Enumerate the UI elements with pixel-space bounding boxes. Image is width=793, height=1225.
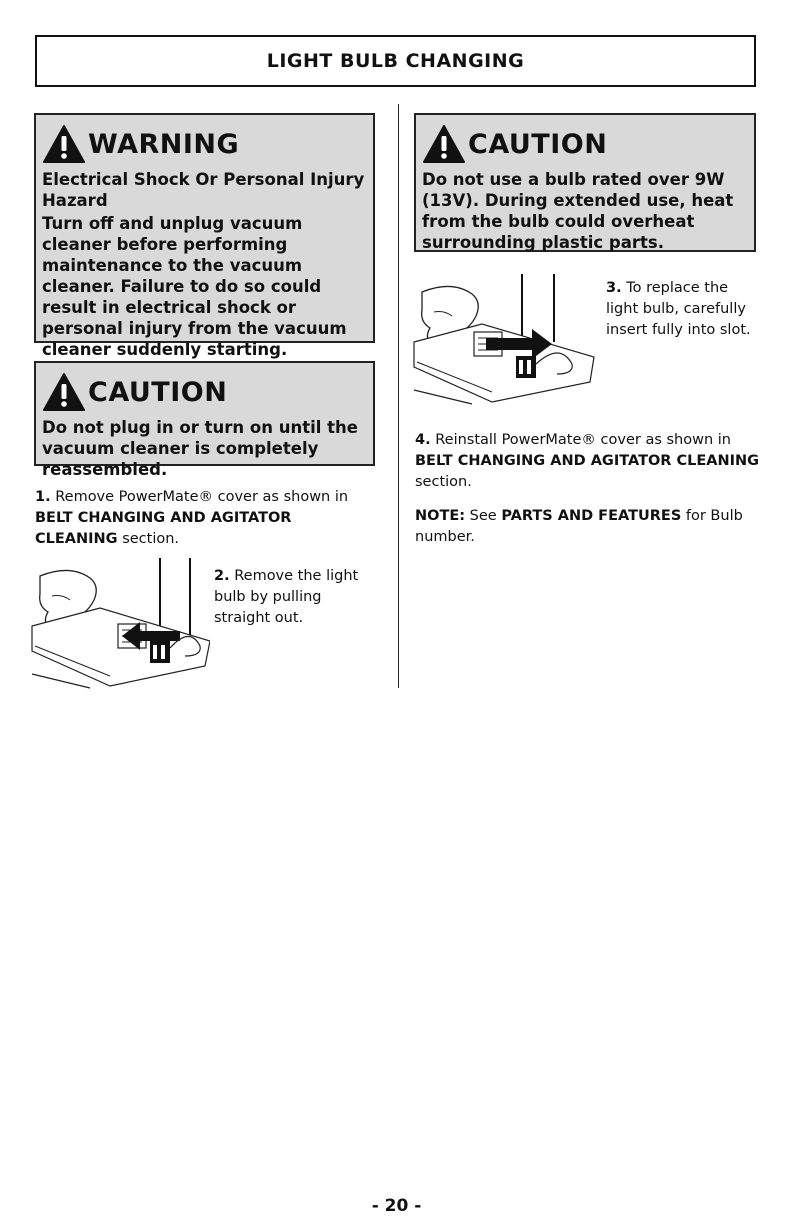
warning-triangle-icon — [422, 124, 466, 164]
step-3-number: 3. — [606, 280, 622, 296]
caution-text-left: Do not plug in or turn on until the vacuum cleaner is completely reassembled. — [42, 418, 358, 479]
note-reference: PARTS AND FEATURES — [501, 508, 682, 524]
page-number: - 20 - — [371, 1196, 422, 1216]
step-4-text-end: section. — [415, 474, 472, 490]
step-4-text: Reinstall PowerMate® cover as shown in — [435, 432, 731, 448]
caution-box-right — [414, 113, 756, 252]
step-1 — [35, 487, 375, 550]
caution-heading-left — [42, 369, 367, 415]
step-1-number: 1. — [35, 489, 51, 505]
column-divider — [398, 104, 399, 688]
step-1-reference: BELT CHANGING AND AGITATOR CLEANING — [35, 510, 292, 547]
warning-hazard: Electrical Shock Or Personal Injury Hazard — [42, 170, 365, 210]
warning-title: WARNING — [88, 128, 240, 160]
bulb-insertion-illustration — [412, 272, 597, 407]
warning-text: Turn off and unplug vacuum cleaner before performing maintenance to the vacuum cleaner. Failure to do so could result in electrical shock or personal injury from the vacuum cleaner suddenly starting. — [42, 214, 347, 359]
step-3 — [606, 278, 758, 341]
note-text: See — [469, 508, 497, 524]
note-label: NOTE: — [415, 508, 466, 524]
caution-title-right: CAUTION — [468, 128, 608, 160]
note-text-end: for Bulb number. — [415, 508, 743, 545]
step-2-number: 2. — [214, 568, 230, 584]
bulb-removal-illustration — [30, 556, 210, 691]
caution-title-left: CAUTION — [88, 376, 228, 408]
step-1-text: Remove PowerMate® cover as shown in — [55, 489, 349, 505]
step-4-reference: BELT CHANGING AND AGITATOR CLEANING — [415, 453, 760, 469]
step-2 — [214, 566, 364, 629]
step-3-text: To replace the light bulb, carefully insert fully into slot. — [606, 280, 751, 338]
step-4 — [415, 430, 760, 493]
step-1-text-end: section. — [122, 531, 180, 547]
step-4-number: 4. — [415, 432, 431, 448]
step-2-text: Remove the light bulb by pulling straight out. — [214, 568, 359, 626]
page-title: LIGHT BULB CHANGING — [266, 50, 525, 72]
warning-triangle-icon — [42, 372, 86, 412]
warning-heading — [42, 121, 367, 167]
page-title-banner — [35, 35, 756, 87]
warning-triangle-icon — [42, 124, 86, 164]
caution-text-right: Do not use a bulb rated over 9W (13V). During extended use, heat from the bulb could overheat surrounding plastic parts. — [422, 170, 734, 252]
note — [415, 506, 760, 548]
warning-box — [34, 113, 375, 359]
caution-heading-right — [422, 121, 748, 167]
caution-box-left — [34, 361, 375, 479]
